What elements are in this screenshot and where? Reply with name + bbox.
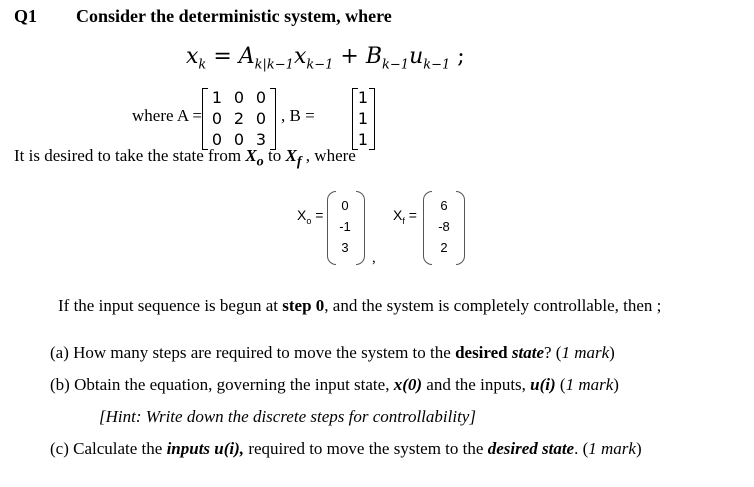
- part-a-bold-1: desired: [455, 343, 512, 362]
- xf-left-paren: [423, 191, 432, 265]
- eq-xk: x: [186, 44, 199, 69]
- desired-xf: X: [285, 146, 297, 165]
- part-b-text-3: (: [555, 375, 566, 394]
- eq-tail: ;: [450, 44, 465, 69]
- part-c-desired: desired state: [487, 439, 575, 458]
- intro-text-2: , and the system is completely controllable, then ;: [324, 296, 662, 315]
- matrix-a-cell: 0: [211, 109, 223, 128]
- vector-comma: ,: [372, 250, 376, 266]
- eq-plus: +: [340, 44, 359, 69]
- eq-b-sub: k−1: [382, 57, 410, 73]
- part-c-text-2: required to move the system to the: [244, 439, 488, 458]
- part-a-text-2: ? (: [544, 343, 562, 362]
- part-a-text-1: (a) How many steps are required to move the system to the: [50, 343, 456, 362]
- matrix-b-cell: 1: [357, 88, 369, 107]
- eq-equals: =: [213, 44, 232, 69]
- x0-entry: 0: [341, 198, 349, 213]
- intro-text: [58, 296, 661, 316]
- part-a: [50, 343, 615, 363]
- where-a-label: where A =: [132, 106, 203, 125]
- xf-entry: -8: [438, 219, 450, 234]
- x0-vector: [334, 195, 356, 258]
- state-equation: [186, 44, 465, 72]
- xf-label: [393, 207, 417, 226]
- xf-vector: [432, 195, 456, 258]
- question-heading: Consider the deterministic system, where: [76, 6, 392, 26]
- part-a-text-3: ): [609, 343, 615, 362]
- part-b-text-2: and the inputs,: [422, 375, 531, 394]
- x0-entry: 3: [341, 240, 349, 255]
- eq-a: A: [238, 44, 255, 69]
- xf-label-eq: =: [404, 207, 417, 223]
- b-sep-label: , B =: [281, 106, 315, 125]
- x0-label-sub: o: [306, 215, 312, 226]
- hint-text: [Hint: Write down the discrete steps for controllability]: [99, 407, 476, 426]
- part-b-text-1: (b) Obtain the equation, governing the input state,: [50, 375, 394, 394]
- xf-label-letter: X: [393, 207, 403, 223]
- part-c-text-1: (c) Calculate the: [50, 439, 167, 458]
- part-b-mark: 1 mark: [565, 375, 614, 394]
- matrix-a-cell: 1: [211, 88, 223, 107]
- eq-u: u: [409, 44, 424, 69]
- matrix-a-cell: 0: [211, 130, 223, 149]
- matrix-b-cell: 1: [357, 109, 369, 128]
- desired-x0-sub: o: [256, 153, 264, 170]
- matrix-a-cell: 2: [233, 109, 245, 128]
- part-c-text-3: . (: [574, 439, 589, 458]
- eq-xk-sub: k: [198, 57, 207, 73]
- matrix-b-cell: 1: [357, 130, 369, 149]
- x0-entry: -1: [339, 219, 351, 234]
- x0-label-eq: =: [311, 207, 324, 223]
- eq-u-sub: k−1: [423, 57, 451, 73]
- matrix-a-cell: 0: [255, 88, 267, 107]
- desired-text-3: , where: [301, 146, 356, 165]
- part-a-mark: 1 mark: [561, 343, 610, 362]
- xf-label-sub: f: [402, 215, 405, 226]
- matrix-a-cell: 0: [255, 109, 267, 128]
- part-c-mark: 1 mark: [588, 439, 636, 458]
- matrix-a: [206, 88, 272, 149]
- part-b-ui: u(i): [530, 375, 556, 394]
- question-number: Q1: [14, 6, 38, 26]
- desired-text-2: to: [263, 146, 286, 165]
- intro-bold: step 0: [282, 296, 325, 315]
- xf-entry: 6: [440, 198, 448, 213]
- eq-xkm1: x: [293, 44, 307, 69]
- matrix-a-cell: 3: [255, 130, 267, 149]
- intro-text-1: If the input sequence is begun at: [58, 296, 283, 315]
- eq-xkm1-sub: k−1: [306, 57, 334, 73]
- part-c-inputs: inputs u(i),: [166, 439, 245, 458]
- desired-text-1: It is desired to take the state from: [14, 146, 246, 165]
- matrix-b: [356, 88, 370, 149]
- xf-entry: 2: [440, 240, 448, 255]
- x0-right-paren: [356, 191, 365, 265]
- part-b: [50, 375, 619, 395]
- matrix-b-right-bracket: [369, 88, 375, 150]
- matrix-a-cell: 0: [233, 88, 245, 107]
- eq-b: B: [365, 44, 383, 69]
- part-c: [50, 439, 642, 459]
- part-b-x0: x(0): [393, 375, 423, 394]
- desired-xf-sub: f: [296, 153, 302, 170]
- part-b-text-4: ): [613, 375, 619, 394]
- eq-a-sub: k|k−1: [254, 57, 294, 73]
- desired-x0: X: [245, 146, 257, 165]
- matrix-a-cell: 0: [233, 130, 245, 149]
- x0-label-letter: X: [297, 207, 307, 223]
- desired-state-line: [14, 146, 356, 170]
- xf-right-paren: [456, 191, 465, 265]
- x0-label: [297, 207, 323, 226]
- matrix-a-right-bracket: [270, 88, 276, 150]
- part-a-bold-2: state: [511, 343, 544, 362]
- part-c-text-4: ): [635, 439, 642, 458]
